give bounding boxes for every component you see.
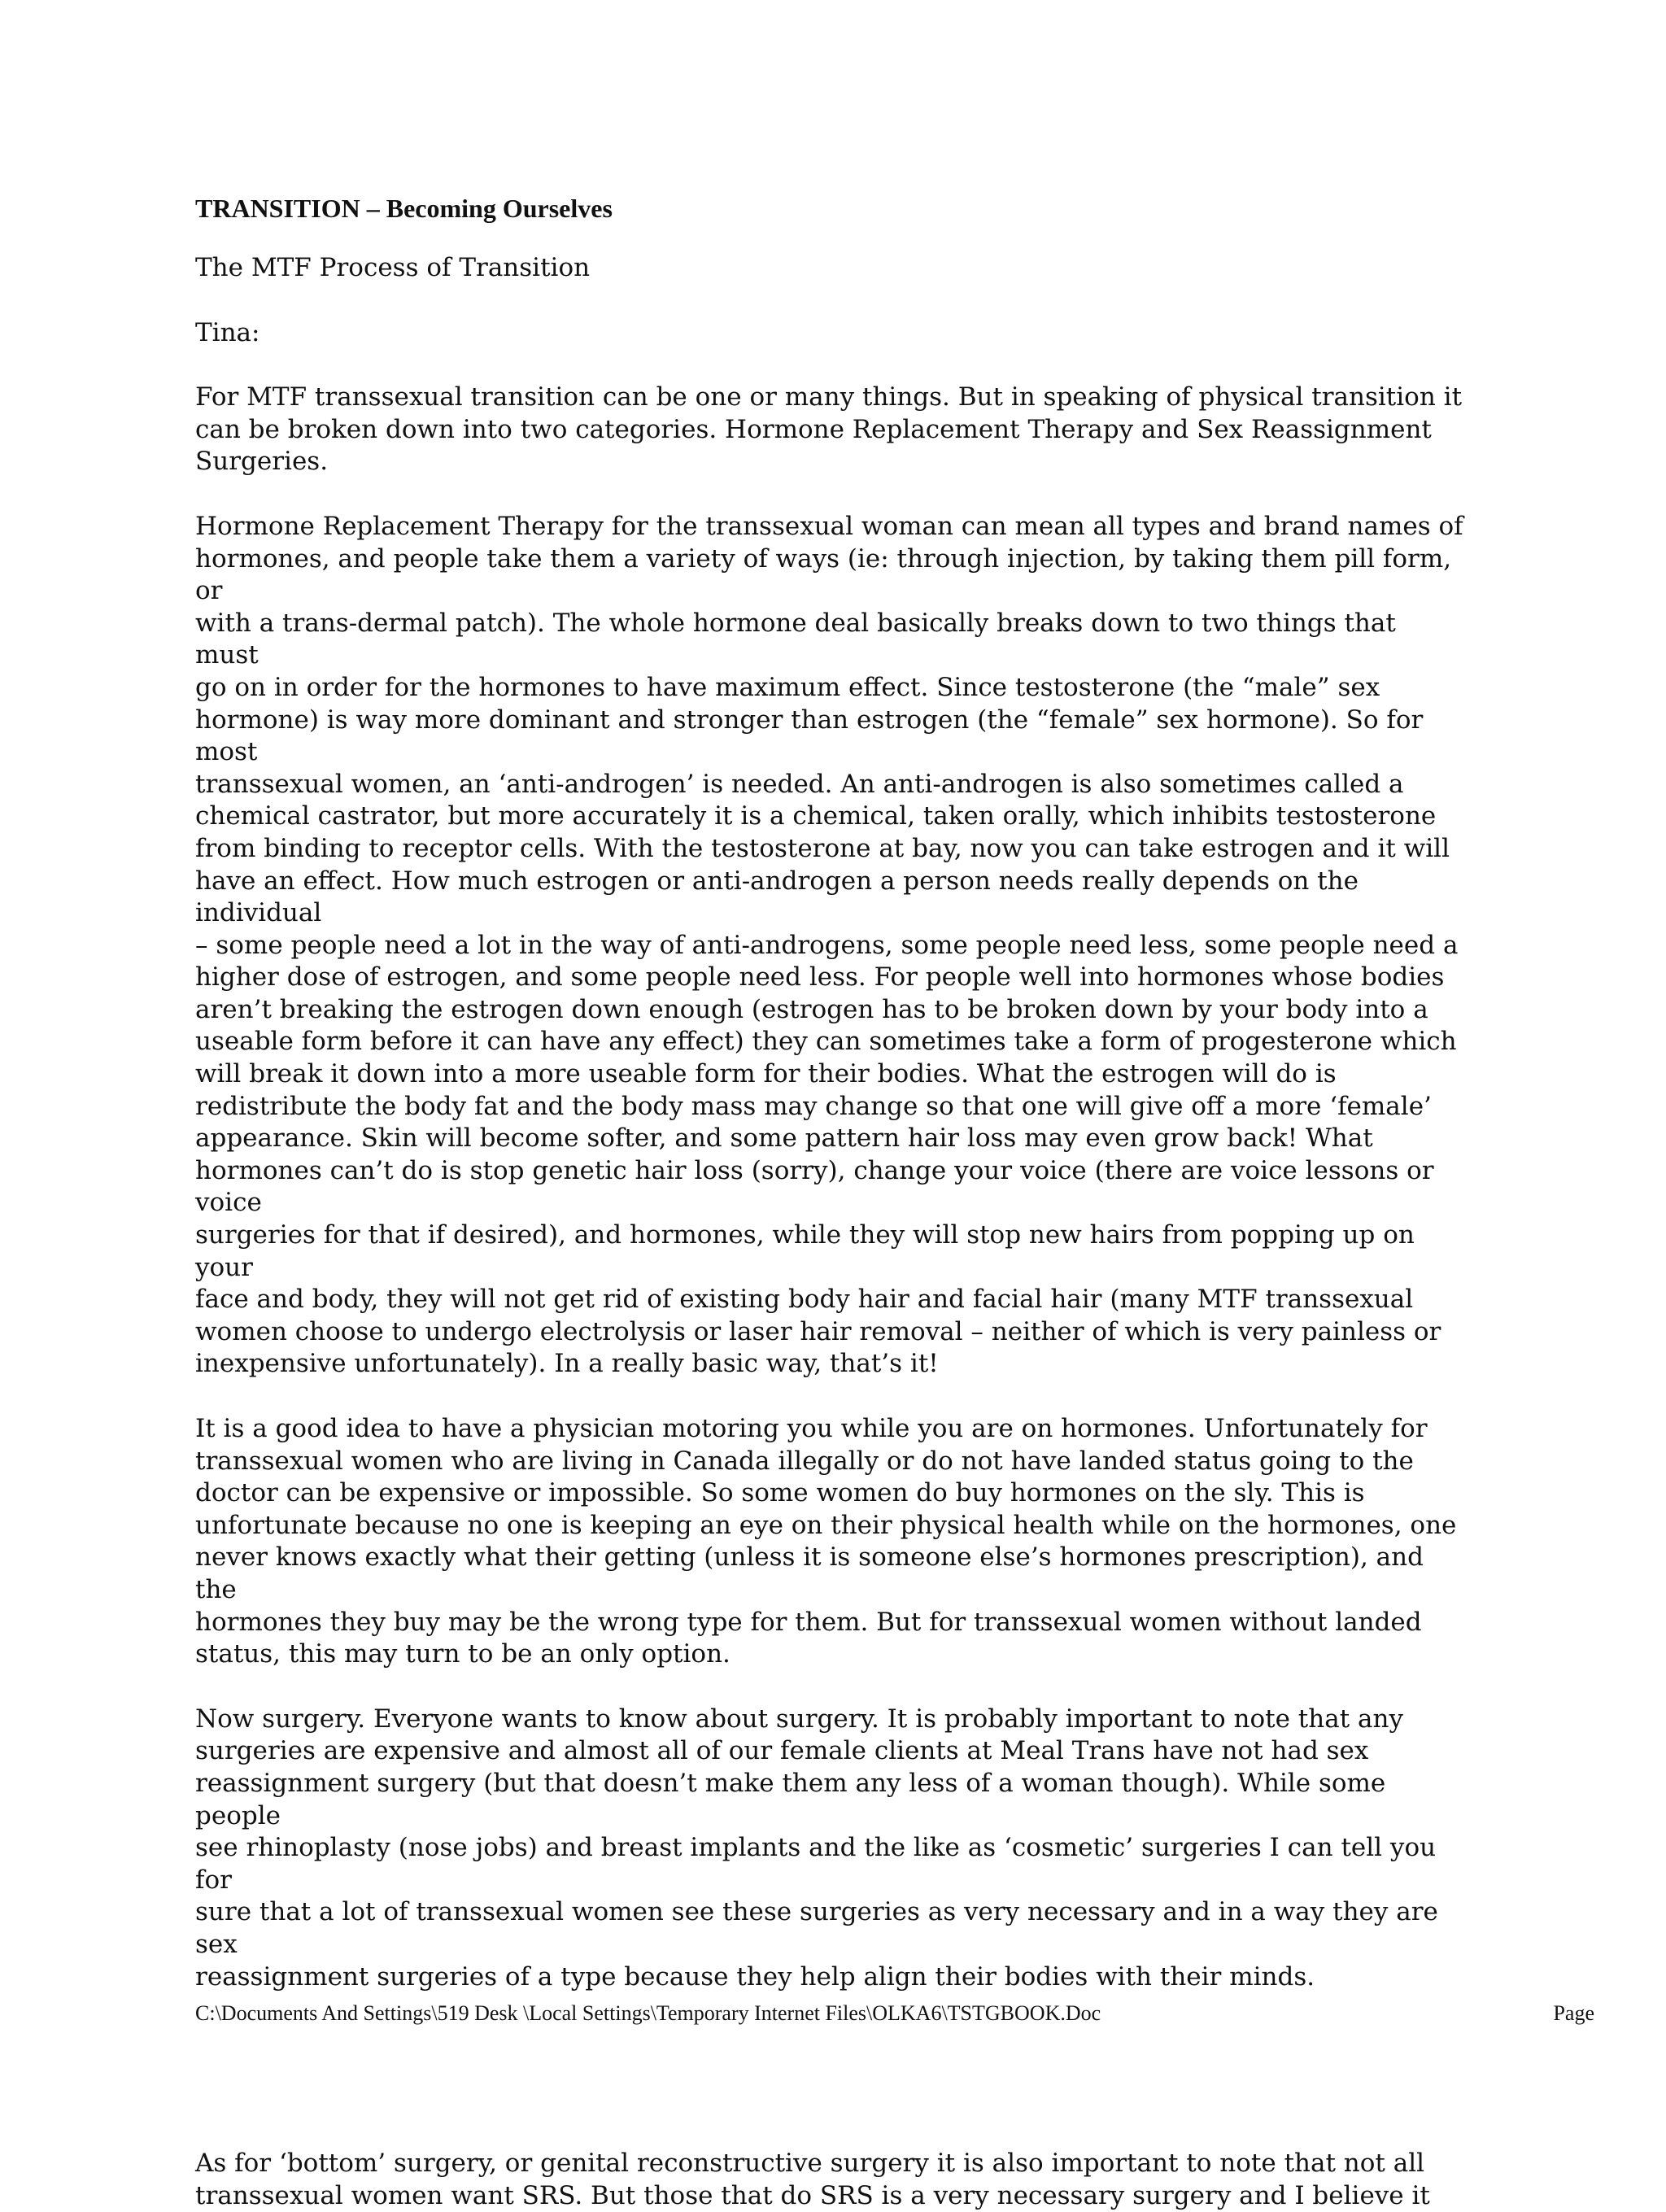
paragraph-surgery: Now surgery. Everyone wants to know about surgery. It is probably important to note that any surgeries are expensive and almost all of our female clients at Meal Trans have not had sex reassignment surgery (but that doesn’t make them any less of a woman though). While some people see rhinoplasty (nose jobs) and breast implants and the like as ‘cosmetic’ surgeries I can tell you for sure that a lot of transsexual women see these surgeries as very necessary and in a way they are sex reassignment surgeries of a type because they help align their bodies with their minds. — [195, 1704, 1438, 1992]
footer-file-path: C:\Documents And Settings\519 Desk \Local Settings\Temporary Internet Files\OLKA6\TSTGBOOK.Doc — [195, 2001, 1101, 2025]
footer-page-label: Page — [1553, 2001, 1594, 2025]
speaker-label: Tina: — [195, 317, 260, 347]
document-subtitle: The MTF Process of Transition — [195, 253, 591, 282]
paragraph-physician: It is a good idea to have a physician motoring you while you are on hormones. Unfortunately for transsexual women who are living in Canada illegally or do not have landed status going to the doctor can be expensive or impossible. So some women do buy hormones on the sly. This is unfortunate because no one is keeping an eye on their physical health while on the hormones, one never knows exactly what their getting (unless it is someone else’s hormones prescription), and the hormones they buy may be the wrong type for them. But for transsexual women without landed status, this may turn to be an only option. — [195, 1414, 1457, 1669]
paragraph-intro: For MTF transsexual transition can be one or many things. But in speaking of physical transition it can be broken down into two categories. Hormone Replacement Therapy and Sex Reassignment Surgeries. — [195, 382, 1463, 477]
paragraph-bottom-surgery: As for ‘bottom’ surgery, or genital reconstructive surgery it is also important to note that not all transsexual women want SRS. But those that do SRS is a very necessary surgery and I believe it — [195, 2149, 1430, 2210]
page-footer — [195, 2001, 1594, 2026]
document-body — [195, 189, 1464, 2212]
document-heading: TRANSITION – Becoming Ourselves — [195, 194, 613, 223]
paragraph-hormones: Hormone Replacement Therapy for the transsexual woman can mean all types and brand names of hormones, and people take them a variety of ways (ie: through injection, by taking them pill form, or with a trans-dermal patch). The whole hormone deal basically breaks down to two things that must go on in order for the hormones to have maximum effect. Since testosterone (the “male” sex hormone) is way more dominant and stronger than estrogen (the “female” sex hormone). So for most transsexual women, an ‘anti-androgen’ is needed. An anti-androgen is also sometimes called a chemical castrator, but more accurately it is a chemical, taken orally, which inhibits testosterone from binding to receptor cells. With the testosterone at bay, now you can take estrogen and it will have an effect. How much estrogen or anti-androgen a person needs really depends on the individual – some people need a lot in the way of anti-androgens, some people need less, some people need a higher dose of estrogen, and some people need less. For people well into hormones whose bodies aren’t breaking the estrogen down enough (estrogen has to be broken down by your body into a useable form before it can have any effect) they can sometimes take a form of progesterone which will break it down into a more useable form for their bodies. What the estrogen will do is redistribute the body fat and the body mass may change so that one will give off a more ‘female’ appearance. Skin will become softer, and some pattern hair loss may even grow back! What hormones can’t do is stop genetic hair loss (sorry), change your voice (there are voice lessons or voice surgeries for that if desired), and hormones, while they will stop new hairs from popping up on your face and body, they will not get rid of existing body hair and facial hair (many MTF transsexual women choose to undergo electrolysis or laser hair removal – neither of which is very painless or inexpensive unfortunately). In a really basic way, that’s it! — [195, 511, 1463, 1379]
